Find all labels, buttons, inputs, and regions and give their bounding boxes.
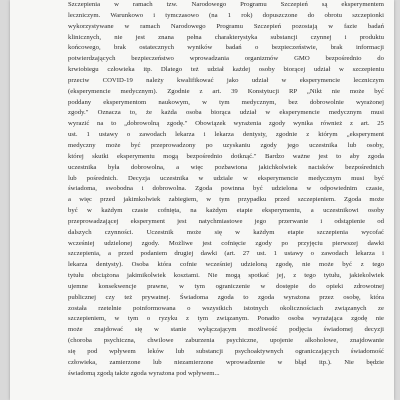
text-line: końcowego, brak ostatecznych wyników badań o bezpieczeństwie, brak informacji bbox=[68, 44, 384, 52]
document-page bbox=[10, 0, 394, 400]
text-line: medyczny może być przeprowadzony po uzyskaniu zgody jego uczestnika lub osoby, bbox=[68, 141, 384, 149]
text-line: wykorzystywane w ramach Narodowego Programu Szczepień pozostają w fazie badań bbox=[68, 22, 384, 30]
document-body-text bbox=[68, 0, 384, 380]
text-line: uczestnika była dobrowolna, a więc pozbawiona jakichkolwiek nacisków bezpośrednich bbox=[68, 163, 384, 171]
text-line: człowieka, zamierzone lub niezamierzone wprowadzenie w błąd itp.). Nie będzie bbox=[68, 358, 384, 366]
text-line: dalszych czynności. Uczestnik może się w każdym etapie szczepienia wycofać bbox=[68, 228, 384, 236]
text-line: wyrazić na to „dobrowolną zgodę." Obowiązek wyrażenia zgody wynika również z art. 25 bbox=[68, 120, 384, 128]
text-line: świadoma, swobodna i dobrowolna. Zgoda powinna być udzielona w odpowiednim czasie, bbox=[68, 185, 384, 193]
text-line: krwiobiegu człowieka itp. Dlatego też udział każdej osoby biorącej udział w szczepieniu bbox=[68, 66, 384, 74]
text-line: klinicznych, nie jest znana pełna charakterystyka substancji czynnej i produktu bbox=[68, 33, 384, 41]
text-line: publicznej czy też prywatnej. Świadoma zgoda to zgoda wyrażona przez osobę, która bbox=[68, 293, 384, 301]
text-line: lub pośrednich. Decyzja uczestnika w udziale w eksperymencie medycznym musi być bbox=[68, 174, 384, 182]
text-line: zgody." Oznacza to, że każda osoba biorąca udział w eksperymencie medycznym musi bbox=[68, 109, 384, 117]
text-line: świadomą zgodą także zgoda wyrażona pod wpływem... bbox=[68, 369, 220, 377]
text-line: przeprowadzającej eksperyment jest natychmiastowe jego przerwanie i odstąpienie od bbox=[68, 217, 384, 225]
text-line: ujemne konsekwencje prawne, w tym ograniczenie w dostępie do opieki zdrowotnej bbox=[68, 282, 384, 290]
text-line: wcześniej udzielonej zgody. Możliwe jest cofnięcie zgody po przyjęciu pierwszej dawki bbox=[68, 239, 384, 247]
text-line: poddany eksperymentom naukowym, w tym medycznym, bez dobrowolnie wyrażonej bbox=[68, 98, 384, 106]
text-line: tytułu obciążona jakimikolwiek kosztami. Nie mogą spotkać jej, z tego tytułu, jakiekolwiek bbox=[68, 272, 384, 280]
text-line: potwierdzających bezpieczeństwo wprowadzania organizmów GMO bezpośrednio do bbox=[68, 55, 384, 63]
text-line: została rzetelnie poinformowana o wszystkich istotnych okolicznościach związanych ze bbox=[68, 304, 384, 312]
text-line: przeciw COVID-19 należy kwalifikować jako udział w eksperymencie leczniczym bbox=[68, 76, 384, 84]
text-line: (eksperymencie medycznym). Zgodnie z art. 39 Konstytucji RP „Nikt nie może być bbox=[68, 87, 384, 95]
text-line: szczepienia, a przed podaniem drugiej dawki (art. 27 ust. 1 ustawy o zawodach lekarza i bbox=[68, 250, 384, 258]
text-line: może znajdować się w stanie wyłączającym możliwość podjęcia świadomej decyzji bbox=[68, 326, 384, 334]
text-line: się pod wpływem leków lub substancji psychoaktywnych ograniczających świadomość bbox=[68, 348, 384, 355]
text-line: a więc przed jakimkolwiek zabiegiem, w tym przypadku przed szczepieniem. Zgoda może bbox=[68, 196, 384, 204]
text-line: której skutki eksperymentu mogą bezpośrednio dotknąć." Bardzo ważne jest to aby zgoda bbox=[68, 152, 384, 160]
text-line: (choroba psychiczna, chwilowe zaburzenia psychiczne, upojenie alkoholowe, znajdowanie bbox=[68, 337, 384, 345]
text-line: być w każdym czasie cofnięta, na każdym etapie eksperymentu, a uczestnikowi osoby bbox=[68, 207, 384, 215]
text-line: Szczepienia w ramach tzw. Narodowego Programu Szczepień są eksperymentem bbox=[68, 1, 384, 8]
text-line: lekarza dentysty). Osoba która cofnie wcześniej udzieloną zgodę, nie może być z tego bbox=[68, 261, 384, 269]
text-line: ust. 1 ustawy o zawodach lekarza i lekarza dentysty, zgodnie z którym „eksperyment bbox=[68, 131, 384, 139]
text-line: szczepieniem, w tym o ryzyku z tym związanym. Ponadto osoba wyrażająca zgodę nie bbox=[68, 315, 384, 323]
text-line: leczniczym. Warunkowo i tymczasowo (na 1 rok) dopuszczone do obrotu szczepionki bbox=[68, 11, 384, 19]
